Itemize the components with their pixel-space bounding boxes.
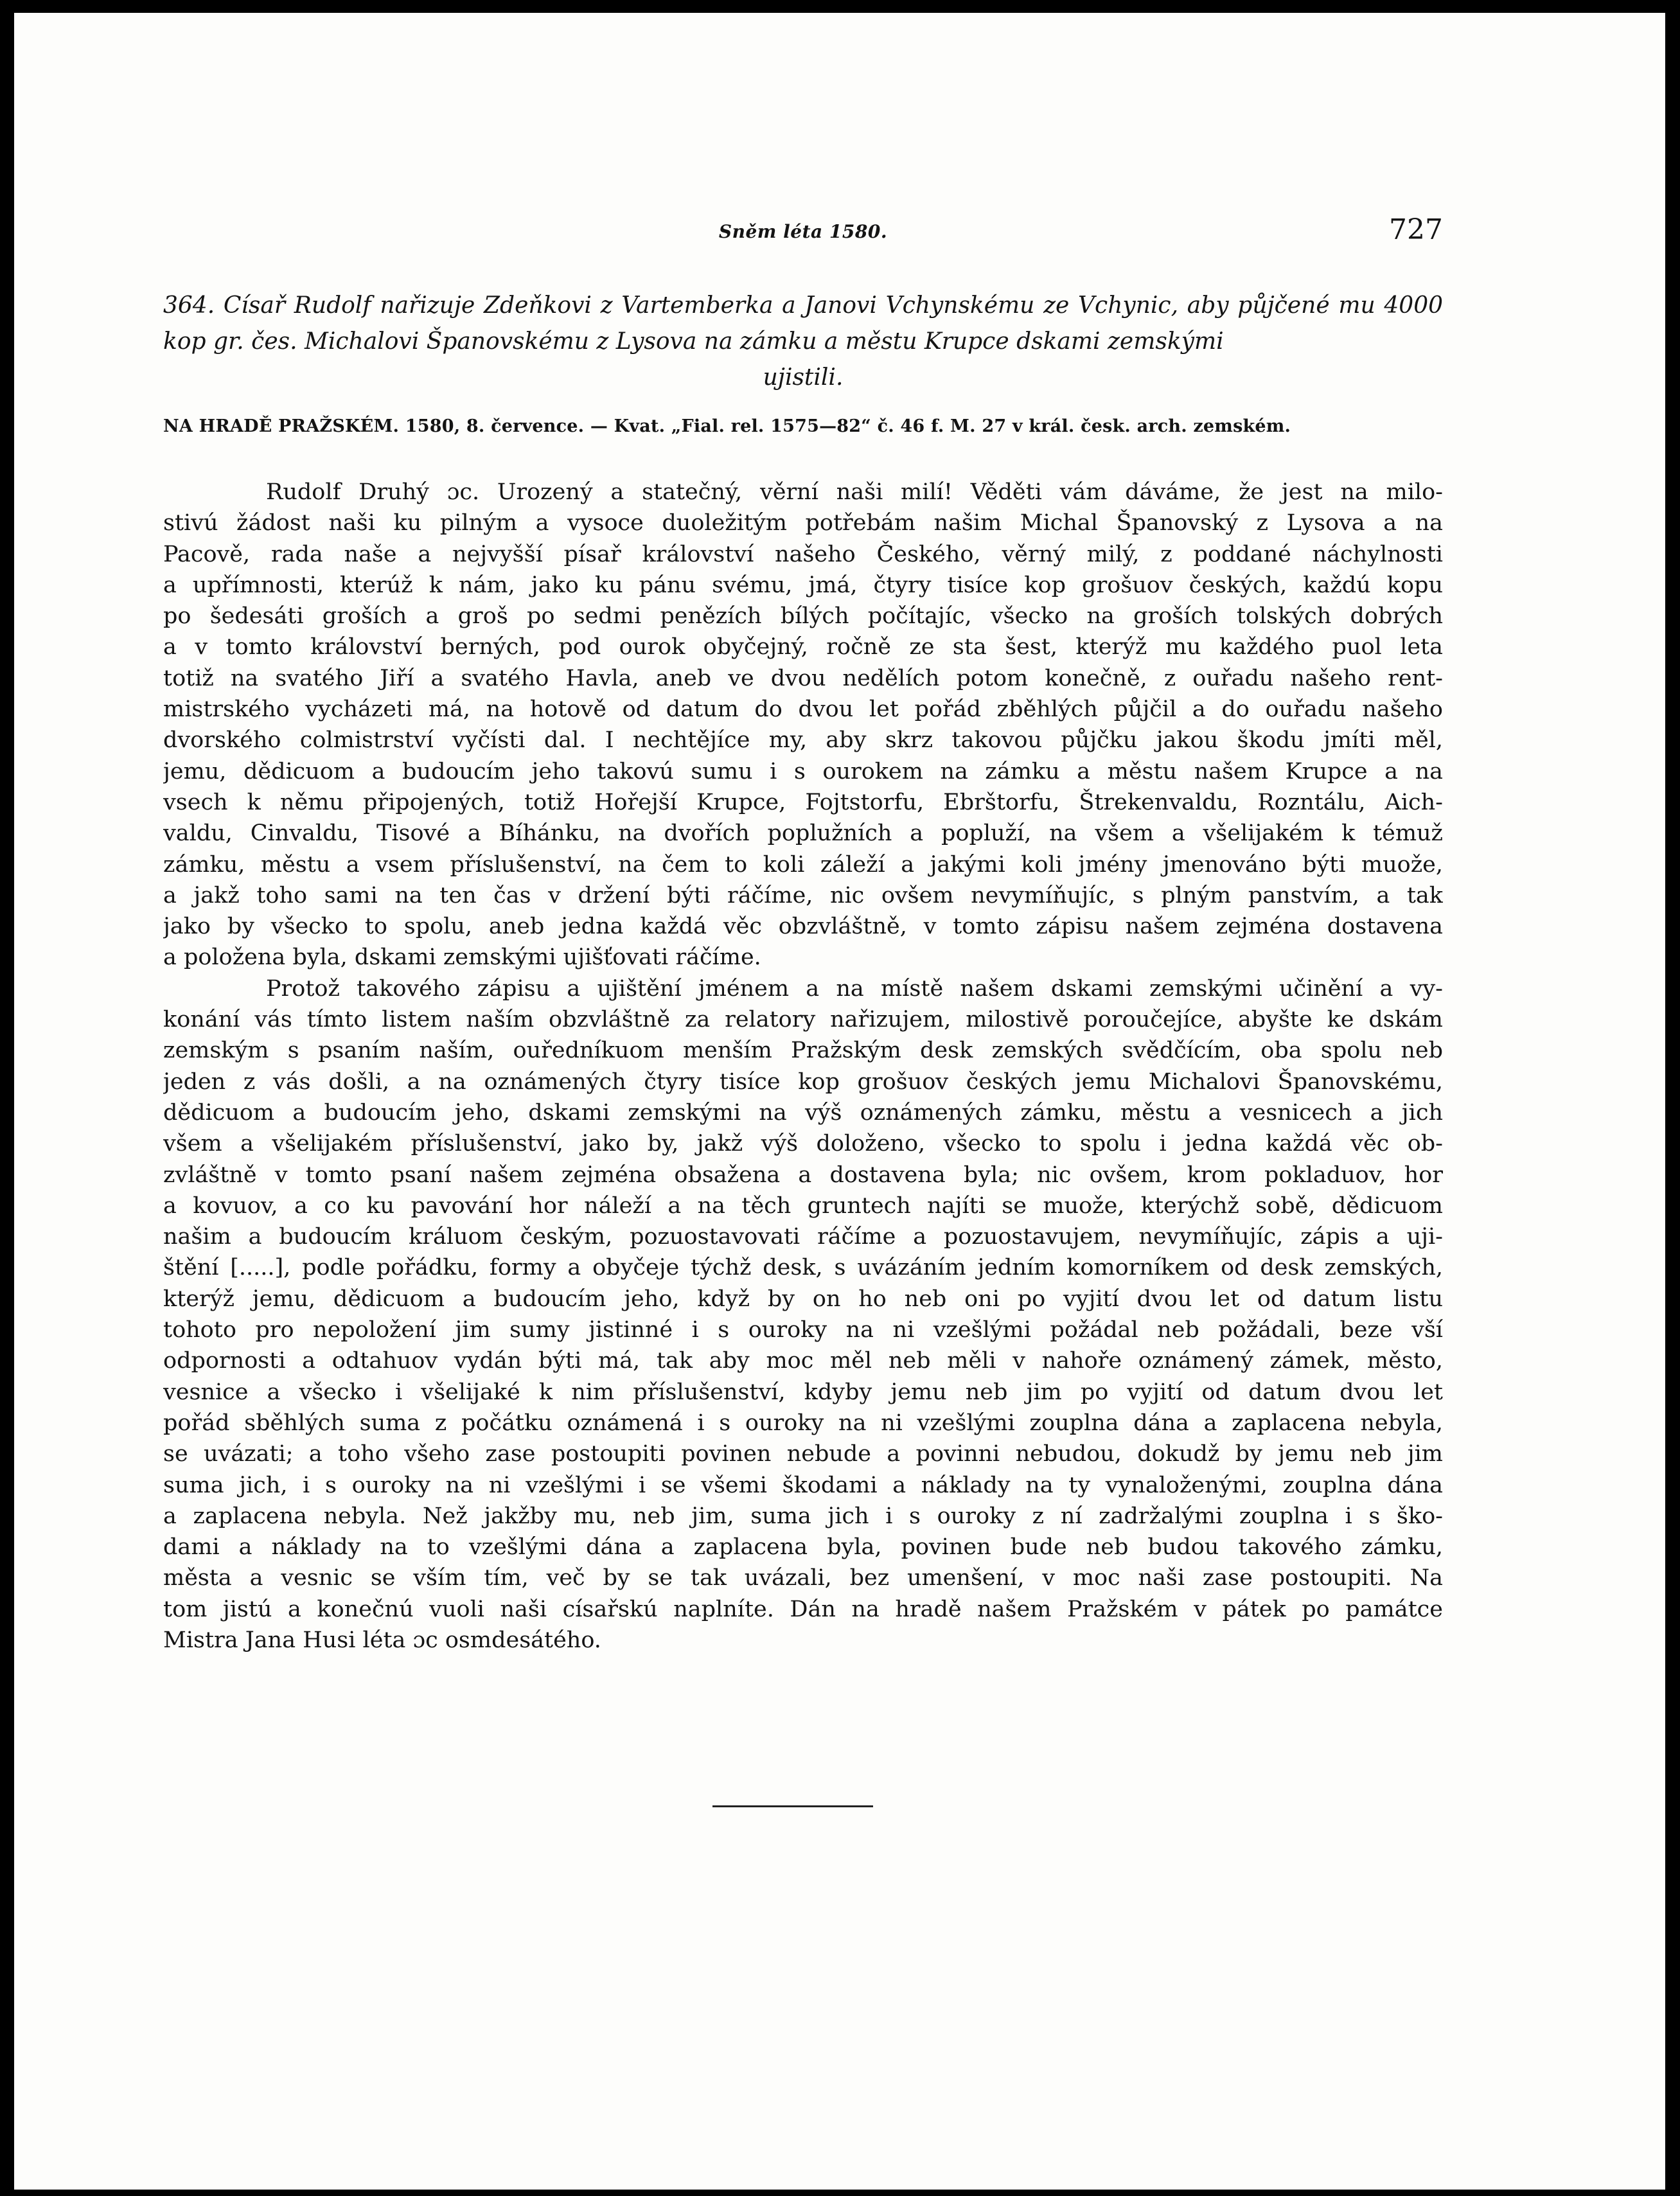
- title-line-1: Císař Rudolf nařizuje Zdeňkovi z Vartemberka a Janovi Vchynskému ze Vchynic, aby půjčené: [223, 292, 1330, 319]
- title-line-3: ujistili.: [763, 364, 844, 391]
- text-line: dvorského colmistrství vyčísti dal. I nechtějíce my, aby skrz takovou půjčku jakou škodu jmíti měl,: [163, 727, 1443, 754]
- text-line: a upřímnosti, kterúž k nám, jako ku pánu svému, jmá, čtyry tisíce kop grošuov českých, každú kopu: [163, 572, 1443, 598]
- text-line: štění [.....], podle pořádku, formy a obyčeje týchž desk, s uvázáním jedním komorníkem od desk zemských,: [163, 1255, 1443, 1281]
- text-line: a v tomto království berných, pod ourok obyčejný, ročně ze sta šest, kterýž mu každého puol leta: [163, 634, 1443, 660]
- running-header: [163, 212, 1443, 251]
- text-line: všem a všelijakém příslušenství, jako by, jakž výš doloženo, všecko to spolu i jedna každá věc ob-: [163, 1131, 1443, 1157]
- text-line: pořád sběhlých suma z počátku oznámená i s ouroky na ni vzešlými zouplna dána a zaplacena nebyla,: [163, 1410, 1443, 1436]
- text-line: suma jich, i s ouroky na ni vzešlými i se všemi škodami a náklady na ty vynaloženými, zouplna dána: [163, 1472, 1443, 1498]
- text-line: jako by všecko to spolu, aneb jedna každá věc obzvláštně, v tomto zápisu našem zejména dostavena: [163, 914, 1443, 940]
- text-line: mistrského vycházeti má, na hotově od datum do dvou let pořád zběhlých půjčil a do ouřadu našeho: [163, 696, 1443, 723]
- text-line: odpornosti a odtahuov vydán býti má, tak aby moc měl neb měli v nahoře oznámený zámek, město,: [163, 1348, 1443, 1374]
- text-line: Mistra Jana Husi léta ɔc osmdesátého.: [163, 1627, 601, 1653]
- text-line: Protož takového zápisu a ujištění jménem a na místě našem dskami zemskými učinění a vy-: [266, 975, 1443, 1002]
- text-line: jeden z vás došli, a na oznámených čtyry tisíce kop grošuov českých jemu Michalovi Španovskému,: [163, 1068, 1443, 1095]
- text-line: po šedesáti groších a groš po sedmi penězích bílých počítajíc, všecko na groších tolských dobrých: [163, 603, 1443, 630]
- text-line: kterýž jemu, dědicuom a budoucím jeho, když by on ho neb oni po vyjití dvou let od datum listu: [163, 1286, 1443, 1312]
- text-line: Rudolf Druhý ɔc. Urozený a statečný, věrní naši milí! Věděti vám dáváme, že jest na milo-: [266, 479, 1443, 505]
- text-line: stivú žádost naši ku pilným a vysoce duoležitým potřebám našim Michal Španovský z Lysova a na: [163, 510, 1443, 536]
- running-title: Sněm léta 1580.: [718, 221, 888, 242]
- text-line: konání vás tímto listem naším obzvláštně za relatory nařizujem, milostivě poroučejíce, abyšte ke dskám: [163, 1007, 1443, 1033]
- text-line: zemským s psaním naším, ouředníkuom menším Pražským desk zemských svědčícím, oba spolu neb: [163, 1038, 1443, 1064]
- text-line: a zaplacena nebyla. Než jakžby mu, neb jim, suma jich i s ouroky z ní zadržalými zouplna i s ško-: [163, 1503, 1443, 1529]
- text-line: vsech k němu připojených, totiž Hořejší Krupce, Fojtstorfu, Ebrštorfu, Štrekenvaldu, Rozntálu, Aich-: [163, 789, 1443, 815]
- text-line: a položena byla, dskami zemskými ujišťovati ráčíme.: [163, 944, 761, 971]
- text-line: dědicuom a budoucím jeho, dskami zemskými na výš oznámených zámku, městu a vesnicech a jich: [163, 1099, 1443, 1126]
- end-rule: [712, 1805, 873, 1807]
- text-line: valdu, Cinvaldu, Tisové a Bíhánku, na dvořích poplužních a popluží, na všem a všelijakém k témuž: [163, 820, 1443, 847]
- document-title: [163, 288, 1443, 396]
- text-line: dami a náklady na to vzešlými dána a zaplacena byla, povinen bude neb budou takového zámku,: [163, 1534, 1443, 1561]
- source-citation: NA HRADĚ PRAŽSKÉM. 1580, 8. července. — Kvat. „Fial. rel. 1575—82“ č. 46 f. M. 27 v král. česk. arch. zemském.: [163, 416, 1291, 436]
- text-line: Pacově, rada naše a nejvyšší písař království našeho Českého, věrný milý, z poddané náchylnosti: [163, 541, 1443, 567]
- document-page: [14, 13, 1665, 2190]
- text-line: zámku, městu a vsem příslušenství, na čem to koli záleží a jakými koli jmény jmenováno býti muože,: [163, 851, 1443, 878]
- document-body: [163, 477, 1443, 1656]
- text-line: tom jistú a konečnú vuoli naši císařskú naplníte. Dán na hradě našem Pražském v pátek po památce: [163, 1596, 1443, 1622]
- text-line: vesnice a všecko i všelijaké k nim příslušenství, kdyby jemu neb jim po vyjití od datum dvou let: [163, 1379, 1443, 1405]
- text-line: totiž na svatého Jiří a svatého Havla, aneb ve dvou nedělích potom konečně, z ouřadu našeho rent-: [163, 665, 1443, 691]
- text-line: a jakž toho sami na ten čas v držení býti ráčíme, nic ovšem nevymíňujíc, s plným panstvím, a tak: [163, 882, 1443, 908]
- document-number: 364.: [163, 292, 215, 319]
- text-line: jemu, dědicuom a budoucím jeho takovú sumu i s ourokem na zámku a městu našem Krupce a na: [163, 758, 1443, 784]
- paragraph-1: [163, 477, 1443, 973]
- text-line: našim a budoucím králuom českým, pozuostavovati ráčíme a pozuostavujem, nevymíňujíc, zápis a uji-: [163, 1224, 1443, 1250]
- text-line: a kovuov, a co ku pavování hor náleží a na těch gruntech najíti se muože, kterýchž sobě, dědicuom: [163, 1192, 1443, 1219]
- title-line-2: mu 4000 kop gr. čes. Michalovi Španovskému z Lysova na zámku a městu Krupce dskami zemskými: [163, 292, 1444, 355]
- text-line: se uvázati; a toho všeho zase postoupiti povinen nebude a povinni nebudou, dokudž by jemu neb jim: [163, 1441, 1443, 1467]
- text-line: města a vesnic se vším tím, več by se tak uvázali, bez umenšení, v moc naši zase postoupiti. Na: [163, 1565, 1443, 1591]
- page-number: 727: [1389, 213, 1443, 246]
- text-line: tohoto pro nepoložení jim sumy jistinné i s ouroky na ni vzešlými požádal neb požádali, beze vší: [163, 1317, 1443, 1343]
- paragraph-2: [163, 973, 1443, 1656]
- text-line: zvláštně v tomto psaní našem zejména obsažena a dostavena byla; nic ovšem, krom pokladuov, hor: [163, 1162, 1443, 1188]
